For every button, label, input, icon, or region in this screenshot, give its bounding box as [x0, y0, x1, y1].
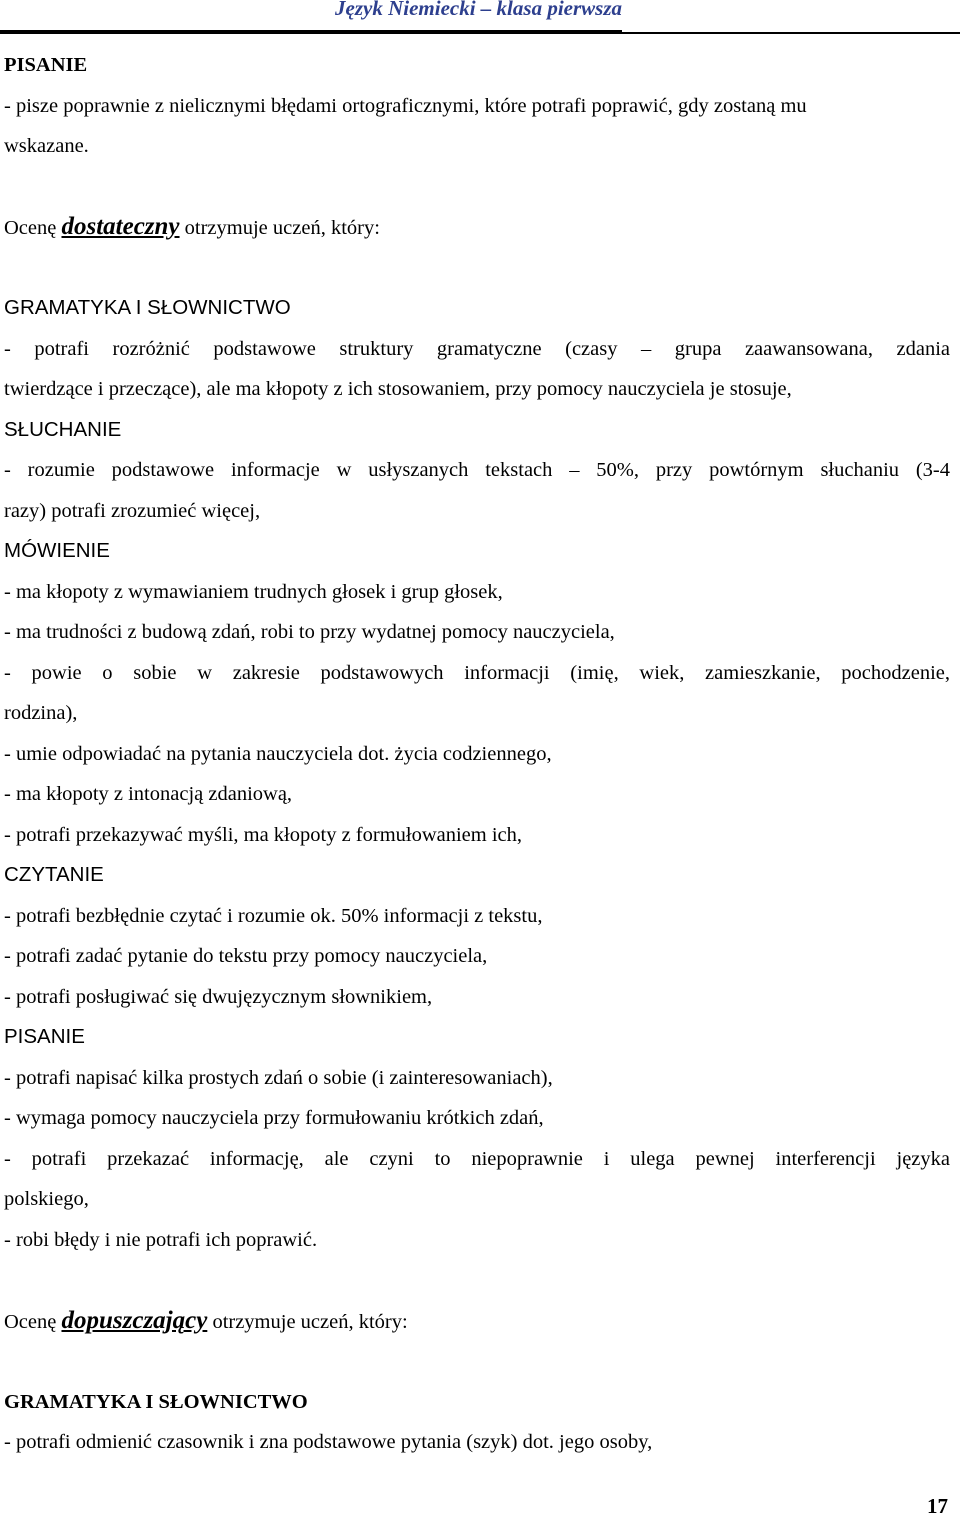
list-item: - potrafi rozróżnić podstawowe struktury gramatyczne (czasy – grupa zaawansowana, zdania — [4, 337, 950, 360]
grade-name: dopuszczający — [61, 1306, 208, 1334]
section-heading-mowienie: MÓWIENIE — [4, 539, 110, 562]
list-item: - ma kłopoty z wymawianiem trudnych głosek i grup głosek, — [4, 580, 503, 603]
list-item: rodzina), — [4, 702, 78, 724]
section-heading-pisanie: PISANIE — [4, 1025, 85, 1048]
list-item: - potrafi posługiwać się dwujęzycznym słownikiem, — [4, 985, 433, 1008]
grade-intro-dostateczny — [4, 207, 950, 248]
list-item: - wymaga pomocy nauczyciela przy formułowaniu krótkich zdań, — [4, 1107, 544, 1129]
list-item: - potrafi bezbłędnie czytać i rozumie ok. 50% informacji z tekstu, — [4, 904, 543, 927]
list-item: razy) potrafi zrozumieć więcej, — [4, 499, 261, 522]
spacer — [4, 167, 950, 208]
grade-intro-before: Ocenę — [4, 1310, 62, 1333]
list-item: - umie odpowiadać na pytania nauczyciela dot. życia codziennego, — [4, 742, 552, 765]
list-item: - robi błędy i nie potrafi ich poprawić. — [4, 1228, 318, 1251]
grade-intro-dopuszczajacy — [4, 1301, 950, 1342]
page-number: 17 — [927, 1494, 948, 1518]
list-item: - potrafi napisać kilka prostych zdań o sobie (i zainteresowaniach), — [4, 1066, 553, 1089]
spacer — [4, 248, 950, 289]
list-item: - ma kłopoty z intonacją zdaniową, — [4, 783, 293, 805]
document-body — [4, 45, 950, 1463]
grade-intro-after: otrzymuje uczeń, który: — [207, 1310, 408, 1333]
header-rule — [0, 32, 960, 34]
header-title: Język Niemiecki – klasa pierwsza — [335, 0, 622, 20]
grade-intro-before: Ocenę — [4, 217, 62, 239]
list-item: twierdzące i przeczące), ale ma kłopoty z ich stosowaniem, przy pomocy nauczyciela je stosuje, — [4, 378, 792, 400]
section-heading-sluchanie: SŁUCHANIE — [4, 417, 122, 441]
spacer — [4, 1260, 950, 1301]
list-item: polskiego, — [4, 1188, 89, 1210]
list-item: - potrafi przekazywać myśli, ma kłopoty z formułowaniem ich, — [4, 823, 523, 846]
section-heading-gramatyka: GRAMATYKA I SŁOWNICTWO — [4, 1390, 308, 1413]
list-item: - pisze poprawnie z nielicznymi błędami ortograficznymi, które potrafi poprawić, gdy zostaną mu — [4, 94, 807, 117]
section-heading-pisanie: PISANIE — [4, 54, 88, 76]
list-item: - ma trudności z budową zdań, robi to przy wydatnej pomocy nauczyciela, — [4, 621, 615, 643]
list-item: - rozumie podstawowe informacje w usłyszanych tekstach – 50%, przy powtórnym słuchaniu (3-4 — [4, 459, 950, 481]
list-item: - potrafi zadać pytanie do tekstu przy pomocy nauczyciela, — [4, 945, 488, 967]
list-item: - powie o sobie w zakresie podstawowych informacji (imię, wiek, zamieszkanie, pochodzenie, — [4, 661, 950, 684]
list-item: wskazane. — [4, 135, 89, 157]
section-heading-czytanie: CZYTANIE — [4, 863, 104, 886]
grade-name: dostateczny — [61, 213, 180, 240]
page-header — [0, 0, 622, 32]
section-heading-gramatyka: GRAMATYKA I SŁOWNICTWO — [4, 296, 291, 319]
list-item: - potrafi odmienić czasownik i zna podstawowe pytania (szyk) dot. jego osoby, — [4, 1431, 653, 1453]
spacer — [4, 1341, 950, 1382]
list-item: - potrafi przekazać informację, ale czyni to niepoprawnie i ulega pewnej interferencji języka — [4, 1147, 950, 1170]
grade-intro-after: otrzymuje uczeń, który: — [179, 217, 380, 239]
